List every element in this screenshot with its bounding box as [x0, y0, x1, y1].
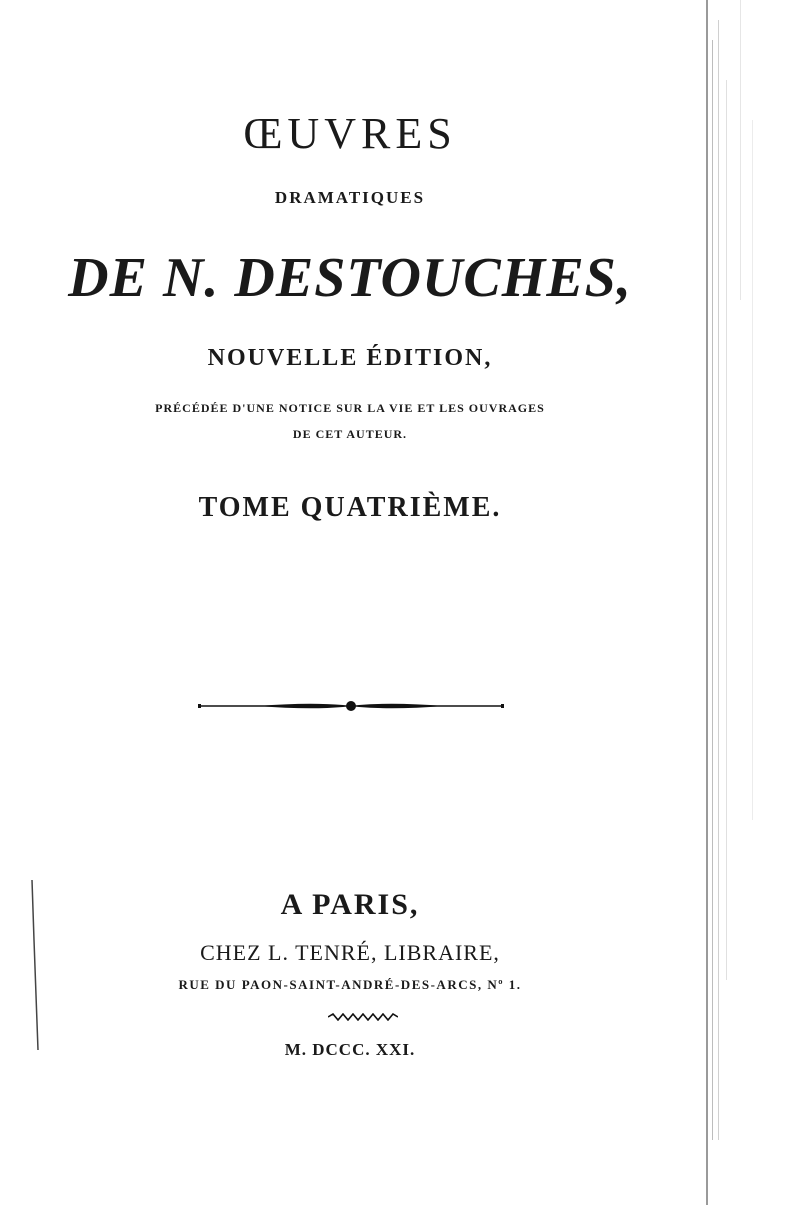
margin-mark-icon: [24, 880, 54, 1050]
volume-line: TOME QUATRIÈME.: [198, 492, 502, 523]
imprint-year: M. DCCC. XXI.: [284, 1040, 416, 1059]
page-title: ŒUVRES: [243, 109, 457, 158]
notice-line-1: PRÉCÉDÉE D'UNE NOTICE SUR LA VIE ET LES OUVRAGES: [155, 401, 545, 415]
imprint-place: A PARIS,: [280, 888, 420, 921]
notice-line-2: DE CET AUTEUR.: [292, 427, 408, 441]
wavy-divider-icon: [328, 1013, 398, 1021]
subtitle: DRAMATIQUES: [274, 188, 426, 207]
author-line: DE N. DESTOUCHES,: [68, 247, 632, 309]
edition-line: NOUVELLE ÉDITION,: [207, 345, 493, 371]
imprint-address: RUE DU PAON-SAINT-ANDRÉ-DES-ARCS, Nº 1.: [178, 977, 522, 992]
page-edge-shadow-icon: [700, 0, 794, 1205]
imprint-publisher: CHEZ L. TENRÉ, LIBRAIRE,: [200, 940, 500, 965]
ornament-rule-icon: [198, 696, 504, 716]
